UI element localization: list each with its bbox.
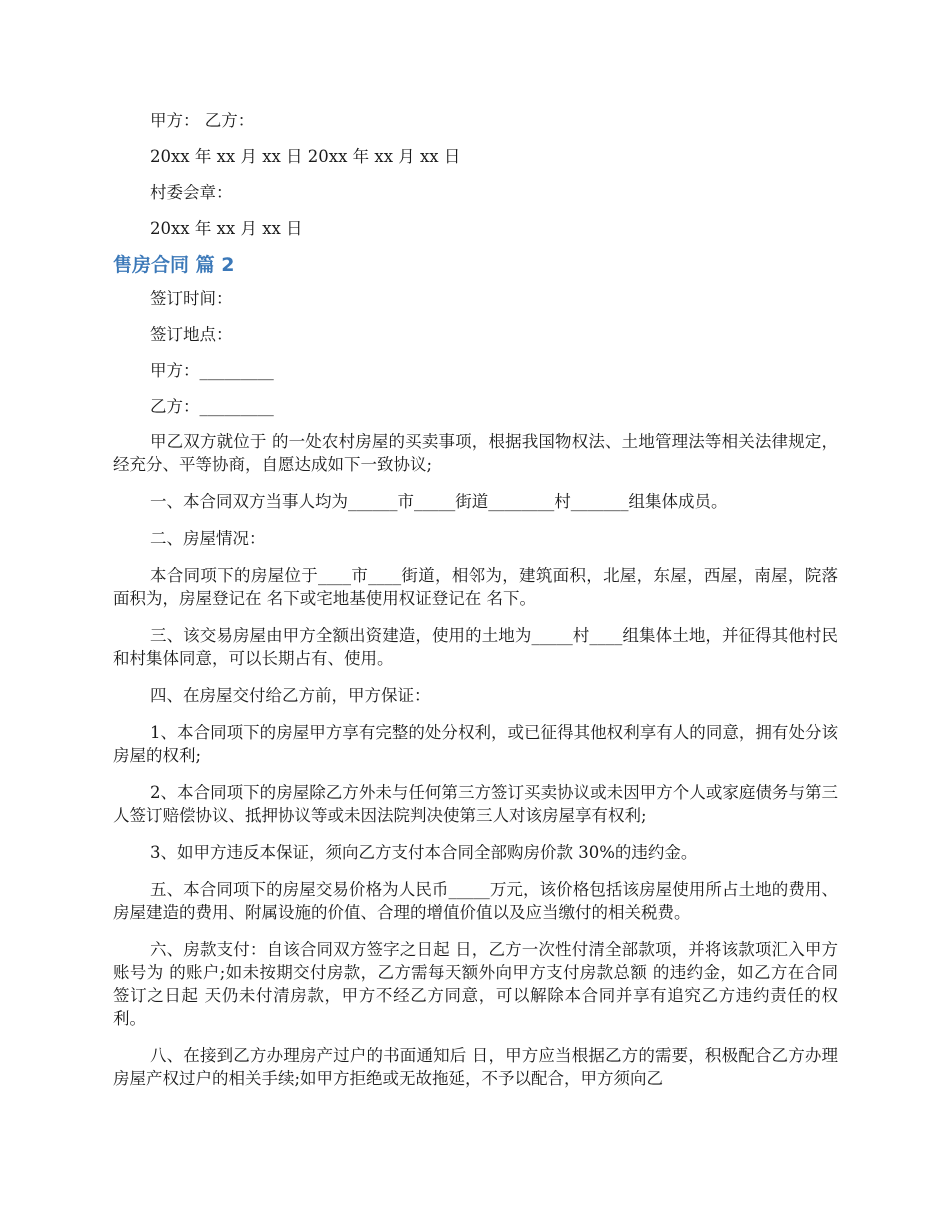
- paragraph-clause-3: 三、该交易房屋由甲方全额出资建造，使用的土地为_____村____组集体土地，并征得其他村民和村集体同意，可以长期占有、使用。: [113, 626, 838, 668]
- paragraph-intro: 甲乙双方就位于 的一处农村房屋的买卖事项，根据我国物权法、土地管理法等相关法律规定，经充分、平等协商，自愿达成如下一致协议;: [113, 432, 838, 474]
- paragraph-house-details: 本合同项下的房屋位于____市____街道，相邻为，建筑面积，北屋，东屋，西屋，南屋，院落面积为，房屋登记在 名下或宅地基使用权证登记在 名下。: [113, 566, 838, 608]
- paragraph-clause-8: 八、在接到乙方办理房产过户的书面通知后 日，甲方应当根据乙方的需要，积极配合乙方办理房屋产权过户的相关手续;如甲方拒绝或无故拖延，不予以配合，甲方须向乙: [113, 1046, 838, 1088]
- party-signature-line: 甲方： 乙方：: [150, 111, 255, 130]
- sign-time-field: 签订时间：: [150, 289, 233, 308]
- signature-dates: 20xx 年 xx 月 xx 日 20xx 年 xx 月 xx 日: [150, 147, 461, 166]
- paragraph-guarantee-2: 2、本合同项下的房屋除乙方外未与任何第三方签订买卖协议或未因甲方个人或家庭债务与第三人签订赔偿协议、抵押协议等或未因法院判决使第三人对该房屋享有权利;: [113, 783, 838, 825]
- document-body: [113, 108, 838, 1104]
- paragraph-clause-6: 六、房款支付：自该合同双方签字之日起 日，乙方一次性付清全部款项，并将该款项汇入甲方账号为 的账户;如未按期交付房款，乙方需每天额外向甲方支付房款总额 的违约金，如乙方在合同签订之日起 天仍未付清房款，甲方不经乙方同意，可以解除本合同并享有追究乙方违约责任的权利。: [113, 940, 838, 1028]
- paragraph-guarantee-1: 1、本合同项下的房屋甲方享有完整的处分权利，或已征得其他权利享有人的同意，拥有处分该房屋的权利;: [113, 723, 838, 765]
- village-committee-seal: 村委会章：: [150, 183, 233, 202]
- sign-place-field: 签订地点：: [150, 325, 233, 344]
- section-title: 售房合同 篇 2: [113, 254, 235, 276]
- party-a-field: 甲方：_________: [150, 361, 274, 380]
- paragraph-guarantee-3: 3、如甲方违反本保证，须向乙方支付本合同全部购房价款 30%的违约金。: [150, 843, 698, 862]
- party-b-field: 乙方：_________: [150, 397, 274, 416]
- paragraph-clause-2: 二、房屋情况：: [150, 529, 266, 548]
- seal-date: 20xx 年 xx 月 xx 日: [150, 219, 303, 238]
- paragraph-clause-5: 五、本合同项下的房屋交易价格为人民币_____万元，该价格包括该房屋使用所占土地的费用、房屋建造的费用、附属设施的价值、合理的增值价值以及应当缴付的相关税费。: [113, 880, 838, 922]
- paragraph-clause-1: 一、本合同双方当事人均为______市_____街道________村_______组集体成员。: [150, 492, 728, 511]
- paragraph-clause-4: 四、在房屋交付给乙方前，甲方保证：: [150, 686, 431, 705]
